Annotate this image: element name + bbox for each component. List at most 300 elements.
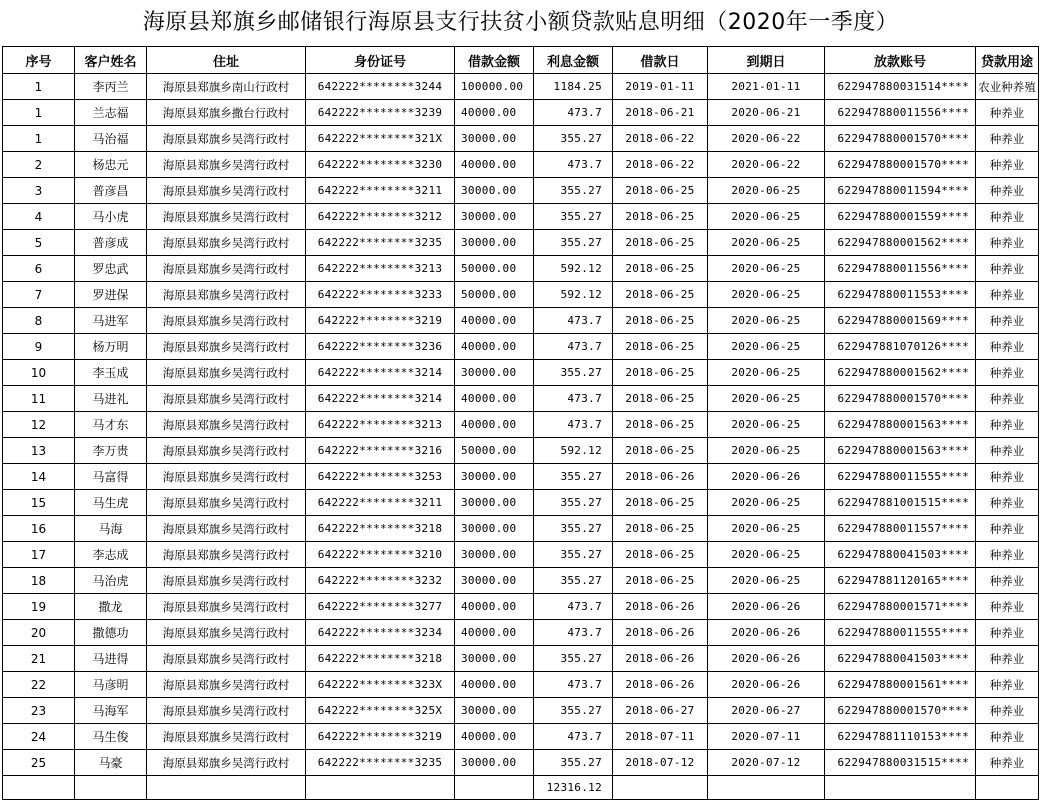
cell-address: 海原县郑旗乡吴湾行政村	[147, 386, 306, 412]
cell-loan-amount: 40000.00	[455, 386, 534, 412]
table-row	[3, 256, 1039, 282]
cell-loan-amount: 30000.00	[455, 178, 534, 204]
cell-customer-name: 马海军	[75, 698, 147, 724]
cell-purpose: 农业种养殖	[976, 74, 1039, 100]
cell-address: 海原县郑旗乡南山行政村	[147, 74, 306, 100]
cell-purpose: 种养业	[976, 360, 1039, 386]
cell-id-number: 642222********3236	[306, 334, 455, 360]
cell-loan-amount: 30000.00	[455, 698, 534, 724]
cell-loan-amount: 30000.00	[455, 230, 534, 256]
cell-purpose: 种养业	[976, 412, 1039, 438]
table-row	[3, 74, 1039, 100]
cell-id-number: 642222********323X	[306, 672, 455, 698]
cell-loan-amount: 40000.00	[455, 672, 534, 698]
cell-loan-amount: 50000.00	[455, 438, 534, 464]
cell-address: 海原县郑旗乡吴湾行政村	[147, 360, 306, 386]
cell-account-number: 622947880011555****	[825, 620, 976, 646]
total-cell-empty	[306, 776, 455, 800]
cell-address: 海原县郑旗乡吴湾行政村	[147, 178, 306, 204]
cell-due-date: 2020-06-25	[708, 204, 825, 230]
header-purpose: 贷款用途	[976, 47, 1039, 74]
cell-loan-amount: 30000.00	[455, 542, 534, 568]
cell-account-number: 622947880011553****	[825, 282, 976, 308]
table-row	[3, 386, 1039, 412]
cell-address: 海原县郑旗乡吴湾行政村	[147, 724, 306, 750]
cell-due-date: 2020-07-12	[708, 750, 825, 776]
cell-loan-date: 2018-06-25	[613, 386, 708, 412]
cell-seq: 12	[3, 412, 75, 438]
cell-address: 海原县郑旗乡吴湾行政村	[147, 334, 306, 360]
table-row	[3, 204, 1039, 230]
cell-loan-amount: 100000.00	[455, 74, 534, 100]
cell-id-number: 642222********325X	[306, 698, 455, 724]
cell-due-date: 2020-06-25	[708, 178, 825, 204]
cell-seq: 1	[3, 100, 75, 126]
cell-seq: 2	[3, 152, 75, 178]
cell-seq: 19	[3, 594, 75, 620]
cell-id-number: 642222********3219	[306, 308, 455, 334]
cell-seq: 4	[3, 204, 75, 230]
cell-account-number: 622947880001562****	[825, 360, 976, 386]
cell-address: 海原县郑旗乡吴湾行政村	[147, 438, 306, 464]
cell-address: 海原县郑旗乡吴湾行政村	[147, 620, 306, 646]
cell-purpose: 种养业	[976, 724, 1039, 750]
cell-seq: 11	[3, 386, 75, 412]
cell-seq: 15	[3, 490, 75, 516]
cell-loan-date: 2018-06-27	[613, 698, 708, 724]
cell-loan-date: 2018-06-25	[613, 256, 708, 282]
cell-customer-name: 马生虎	[75, 490, 147, 516]
cell-interest-amount: 355.27	[534, 230, 613, 256]
cell-account-number: 622947880011557****	[825, 516, 976, 542]
cell-purpose: 种养业	[976, 100, 1039, 126]
cell-loan-date: 2018-06-25	[613, 334, 708, 360]
table-row	[3, 282, 1039, 308]
cell-due-date: 2020-06-26	[708, 620, 825, 646]
cell-loan-amount: 40000.00	[455, 100, 534, 126]
cell-interest-amount: 355.27	[534, 204, 613, 230]
cell-seq: 18	[3, 568, 75, 594]
cell-address: 海原县郑旗乡吴湾行政村	[147, 152, 306, 178]
cell-seq: 17	[3, 542, 75, 568]
table-row	[3, 698, 1039, 724]
cell-interest-amount: 473.7	[534, 386, 613, 412]
cell-loan-amount: 40000.00	[455, 594, 534, 620]
cell-purpose: 种养业	[976, 490, 1039, 516]
cell-interest-amount: 473.7	[534, 724, 613, 750]
cell-loan-date: 2018-06-26	[613, 594, 708, 620]
cell-interest-amount: 355.27	[534, 646, 613, 672]
cell-loan-amount: 30000.00	[455, 126, 534, 152]
cell-interest-amount: 355.27	[534, 516, 613, 542]
cell-account-number: 622947881110153****	[825, 724, 976, 750]
cell-interest-amount: 355.27	[534, 568, 613, 594]
cell-due-date: 2020-06-25	[708, 438, 825, 464]
cell-interest-amount: 473.7	[534, 594, 613, 620]
cell-interest-amount: 355.27	[534, 542, 613, 568]
cell-customer-name: 李玉成	[75, 360, 147, 386]
cell-id-number: 642222********3214	[306, 386, 455, 412]
cell-seq: 1	[3, 74, 75, 100]
cell-customer-name: 马豪	[75, 750, 147, 776]
cell-purpose: 种养业	[976, 750, 1039, 776]
cell-address: 海原县郑旗乡吴湾行政村	[147, 204, 306, 230]
header-row	[3, 47, 1039, 74]
cell-account-number: 622947880001562****	[825, 230, 976, 256]
cell-account-number: 622947881070126****	[825, 334, 976, 360]
cell-loan-amount: 50000.00	[455, 256, 534, 282]
cell-loan-date: 2018-06-25	[613, 308, 708, 334]
cell-purpose: 种养业	[976, 542, 1039, 568]
page-title: 海原县郑旗乡邮储银行海原县支行扶贫小额贷款贴息明细（2020年一季度）	[142, 10, 899, 35]
cell-loan-date: 2018-06-25	[613, 516, 708, 542]
cell-address: 海原县郑旗乡吴湾行政村	[147, 464, 306, 490]
cell-due-date: 2020-06-25	[708, 412, 825, 438]
table-row	[3, 646, 1039, 672]
cell-loan-date: 2018-06-25	[613, 360, 708, 386]
cell-address: 海原县郑旗乡吴湾行政村	[147, 308, 306, 334]
cell-id-number: 642222********3211	[306, 178, 455, 204]
cell-customer-name: 杨万明	[75, 334, 147, 360]
cell-loan-amount: 40000.00	[455, 620, 534, 646]
cell-customer-name: 李万贵	[75, 438, 147, 464]
table-row	[3, 594, 1039, 620]
table-row	[3, 724, 1039, 750]
cell-address: 海原县郑旗乡吴湾行政村	[147, 698, 306, 724]
cell-seq: 16	[3, 516, 75, 542]
cell-id-number: 642222********3239	[306, 100, 455, 126]
total-cell-empty	[455, 776, 534, 800]
cell-interest-amount: 355.27	[534, 126, 613, 152]
cell-interest-amount: 473.7	[534, 620, 613, 646]
cell-seq: 8	[3, 308, 75, 334]
cell-loan-amount: 30000.00	[455, 750, 534, 776]
cell-address: 海原县郑旗乡吴湾行政村	[147, 750, 306, 776]
cell-id-number: 642222********3232	[306, 568, 455, 594]
cell-account-number: 622947880011594****	[825, 178, 976, 204]
cell-address: 海原县郑旗乡吴湾行政村	[147, 126, 306, 152]
cell-customer-name: 马富得	[75, 464, 147, 490]
cell-customer-name: 李丙兰	[75, 74, 147, 100]
table-row	[3, 152, 1039, 178]
cell-address: 海原县郑旗乡吴湾行政村	[147, 490, 306, 516]
cell-due-date: 2020-06-26	[708, 646, 825, 672]
loan-interest-table	[2, 46, 1039, 800]
cell-seq: 1	[3, 126, 75, 152]
cell-loan-date: 2018-06-25	[613, 282, 708, 308]
cell-due-date: 2020-06-25	[708, 360, 825, 386]
cell-due-date: 2020-06-27	[708, 698, 825, 724]
total-interest: 12316.12	[534, 776, 613, 800]
cell-purpose: 种养业	[976, 230, 1039, 256]
total-cell-empty	[708, 776, 825, 800]
cell-id-number: 642222********3218	[306, 516, 455, 542]
cell-customer-name: 马进军	[75, 308, 147, 334]
cell-id-number: 642222********321X	[306, 126, 455, 152]
cell-seq: 24	[3, 724, 75, 750]
total-cell-empty	[613, 776, 708, 800]
cell-customer-name: 兰志福	[75, 100, 147, 126]
total-cell-empty	[75, 776, 147, 800]
cell-loan-date: 2018-06-26	[613, 646, 708, 672]
table-body	[3, 74, 1039, 776]
cell-loan-amount: 30000.00	[455, 360, 534, 386]
cell-loan-date: 2018-06-25	[613, 230, 708, 256]
cell-seq: 5	[3, 230, 75, 256]
cell-customer-name: 普彦昌	[75, 178, 147, 204]
cell-purpose: 种养业	[976, 438, 1039, 464]
cell-account-number: 622947880001569****	[825, 308, 976, 334]
cell-customer-name: 马彦明	[75, 672, 147, 698]
cell-purpose: 种养业	[976, 646, 1039, 672]
cell-loan-date: 2018-06-26	[613, 672, 708, 698]
cell-due-date: 2020-06-25	[708, 568, 825, 594]
cell-id-number: 642222********3212	[306, 204, 455, 230]
cell-loan-date: 2018-06-25	[613, 204, 708, 230]
header-address: 住址	[147, 47, 306, 74]
cell-interest-amount: 592.12	[534, 438, 613, 464]
cell-account-number: 622947880031515****	[825, 750, 976, 776]
total-cell-empty	[976, 776, 1039, 800]
cell-customer-name: 马进礼	[75, 386, 147, 412]
cell-interest-amount: 473.7	[534, 334, 613, 360]
cell-loan-amount: 30000.00	[455, 464, 534, 490]
cell-due-date: 2020-06-25	[708, 386, 825, 412]
cell-loan-amount: 30000.00	[455, 204, 534, 230]
total-cell-empty	[825, 776, 976, 800]
cell-due-date: 2020-06-22	[708, 152, 825, 178]
cell-due-date: 2020-06-21	[708, 100, 825, 126]
cell-loan-amount: 30000.00	[455, 516, 534, 542]
cell-purpose: 种养业	[976, 464, 1039, 490]
cell-address: 海原县郑旗乡吴湾行政村	[147, 594, 306, 620]
cell-account-number: 622947880001571****	[825, 594, 976, 620]
table-row	[3, 568, 1039, 594]
cell-customer-name: 普彦成	[75, 230, 147, 256]
cell-customer-name: 罗忠武	[75, 256, 147, 282]
cell-address: 海原县郑旗乡撒台行政村	[147, 100, 306, 126]
cell-loan-date: 2018-06-21	[613, 100, 708, 126]
cell-purpose: 种养业	[976, 204, 1039, 230]
table-row	[3, 230, 1039, 256]
cell-id-number: 642222********3218	[306, 646, 455, 672]
total-cell-empty	[3, 776, 75, 800]
cell-account-number: 622947880001570****	[825, 698, 976, 724]
header-loan-date: 借款日	[613, 47, 708, 74]
cell-interest-amount: 473.7	[534, 100, 613, 126]
cell-interest-amount: 355.27	[534, 490, 613, 516]
cell-address: 海原县郑旗乡吴湾行政村	[147, 568, 306, 594]
cell-interest-amount: 355.27	[534, 698, 613, 724]
cell-account-number: 622947880001559****	[825, 204, 976, 230]
cell-loan-date: 2018-06-25	[613, 568, 708, 594]
header-account: 放款账号	[825, 47, 976, 74]
cell-interest-amount: 473.7	[534, 152, 613, 178]
cell-loan-date: 2018-07-11	[613, 724, 708, 750]
cell-purpose: 种养业	[976, 698, 1039, 724]
cell-account-number: 622947880001563****	[825, 438, 976, 464]
cell-purpose: 种养业	[976, 516, 1039, 542]
cell-address: 海原县郑旗乡吴湾行政村	[147, 282, 306, 308]
cell-interest-amount: 355.27	[534, 360, 613, 386]
header-interest-amount: 利息金额	[534, 47, 613, 74]
cell-interest-amount: 355.27	[534, 750, 613, 776]
cell-id-number: 642222********3216	[306, 438, 455, 464]
cell-customer-name: 马生俊	[75, 724, 147, 750]
table-row	[3, 542, 1039, 568]
cell-purpose: 种养业	[976, 672, 1039, 698]
cell-due-date: 2020-06-25	[708, 230, 825, 256]
cell-account-number: 622947880041503****	[825, 646, 976, 672]
cell-interest-amount: 473.7	[534, 412, 613, 438]
cell-purpose: 种养业	[976, 308, 1039, 334]
table-row	[3, 464, 1039, 490]
cell-seq: 6	[3, 256, 75, 282]
cell-purpose: 种养业	[976, 282, 1039, 308]
table-row	[3, 178, 1039, 204]
cell-seq: 9	[3, 334, 75, 360]
cell-purpose: 种养业	[976, 152, 1039, 178]
table-row	[3, 360, 1039, 386]
cell-customer-name: 马小虎	[75, 204, 147, 230]
cell-customer-name: 罗进保	[75, 282, 147, 308]
cell-purpose: 种养业	[976, 334, 1039, 360]
cell-due-date: 2020-07-11	[708, 724, 825, 750]
cell-id-number: 642222********3210	[306, 542, 455, 568]
cell-interest-amount: 592.12	[534, 256, 613, 282]
cell-address: 海原县郑旗乡吴湾行政村	[147, 230, 306, 256]
cell-address: 海原县郑旗乡吴湾行政村	[147, 672, 306, 698]
cell-purpose: 种养业	[976, 620, 1039, 646]
cell-loan-amount: 30000.00	[455, 568, 534, 594]
table-row	[3, 126, 1039, 152]
cell-address: 海原县郑旗乡吴湾行政村	[147, 412, 306, 438]
cell-interest-amount: 355.27	[534, 464, 613, 490]
cell-loan-date: 2018-06-26	[613, 620, 708, 646]
cell-due-date: 2020-06-26	[708, 464, 825, 490]
cell-id-number: 642222********3211	[306, 490, 455, 516]
cell-seq: 21	[3, 646, 75, 672]
cell-loan-date: 2018-06-22	[613, 126, 708, 152]
cell-due-date: 2020-06-25	[708, 334, 825, 360]
cell-seq: 3	[3, 178, 75, 204]
cell-account-number: 622947880001570****	[825, 126, 976, 152]
cell-loan-date: 2018-07-12	[613, 750, 708, 776]
cell-loan-date: 2018-06-25	[613, 178, 708, 204]
table-row	[3, 308, 1039, 334]
cell-loan-date: 2018-06-22	[613, 152, 708, 178]
cell-purpose: 种养业	[976, 386, 1039, 412]
cell-id-number: 642222********3213	[306, 256, 455, 282]
cell-id-number: 642222********3219	[306, 724, 455, 750]
cell-customer-name: 马进得	[75, 646, 147, 672]
total-row	[3, 776, 1039, 800]
cell-account-number: 622947880001570****	[825, 386, 976, 412]
cell-due-date: 2020-06-25	[708, 542, 825, 568]
cell-loan-amount: 40000.00	[455, 334, 534, 360]
cell-interest-amount: 355.27	[534, 178, 613, 204]
cell-seq: 13	[3, 438, 75, 464]
header-seq: 序号	[3, 47, 75, 74]
cell-account-number: 622947880001563****	[825, 412, 976, 438]
cell-account-number: 622947881001515****	[825, 490, 976, 516]
cell-interest-amount: 592.12	[534, 282, 613, 308]
cell-loan-amount: 40000.00	[455, 152, 534, 178]
cell-seq: 23	[3, 698, 75, 724]
cell-id-number: 642222********3235	[306, 230, 455, 256]
cell-loan-amount: 50000.00	[455, 282, 534, 308]
cell-id-number: 642222********3230	[306, 152, 455, 178]
cell-due-date: 2020-06-22	[708, 126, 825, 152]
cell-purpose: 种养业	[976, 178, 1039, 204]
cell-purpose: 种养业	[976, 126, 1039, 152]
cell-loan-amount: 30000.00	[455, 490, 534, 516]
table-row	[3, 334, 1039, 360]
table-row	[3, 100, 1039, 126]
table-row	[3, 672, 1039, 698]
cell-seq: 10	[3, 360, 75, 386]
cell-customer-name: 杨忠元	[75, 152, 147, 178]
cell-due-date: 2020-06-25	[708, 490, 825, 516]
cell-customer-name: 马治福	[75, 126, 147, 152]
cell-loan-amount: 40000.00	[455, 308, 534, 334]
cell-id-number: 642222********3213	[306, 412, 455, 438]
cell-customer-name: 马治虎	[75, 568, 147, 594]
cell-seq: 14	[3, 464, 75, 490]
cell-due-date: 2020-06-26	[708, 594, 825, 620]
cell-loan-date: 2018-06-25	[613, 412, 708, 438]
table-row	[3, 750, 1039, 776]
cell-address: 海原县郑旗乡吴湾行政村	[147, 646, 306, 672]
table-row	[3, 516, 1039, 542]
cell-address: 海原县郑旗乡吴湾行政村	[147, 256, 306, 282]
cell-seq: 20	[3, 620, 75, 646]
cell-id-number: 642222********3277	[306, 594, 455, 620]
cell-loan-date: 2018-06-26	[613, 464, 708, 490]
cell-purpose: 种养业	[976, 594, 1039, 620]
cell-account-number: 622947880041503****	[825, 542, 976, 568]
header-id-number: 身份证号	[306, 47, 455, 74]
cell-due-date: 2020-06-25	[708, 256, 825, 282]
cell-customer-name: 撒龙	[75, 594, 147, 620]
cell-seq: 7	[3, 282, 75, 308]
cell-due-date: 2020-06-25	[708, 516, 825, 542]
cell-id-number: 642222********3214	[306, 360, 455, 386]
total-cell-empty	[147, 776, 306, 800]
cell-customer-name: 李志成	[75, 542, 147, 568]
cell-loan-date: 2019-01-11	[613, 74, 708, 100]
cell-seq: 25	[3, 750, 75, 776]
cell-loan-amount: 30000.00	[455, 646, 534, 672]
cell-account-number: 622947880011556****	[825, 100, 976, 126]
cell-id-number: 642222********3235	[306, 750, 455, 776]
header-name: 客户姓名	[75, 47, 147, 74]
table-row	[3, 438, 1039, 464]
cell-customer-name: 马才东	[75, 412, 147, 438]
cell-address: 海原县郑旗乡吴湾行政村	[147, 516, 306, 542]
table-row	[3, 490, 1039, 516]
cell-id-number: 642222********3253	[306, 464, 455, 490]
header-due-date: 到期日	[708, 47, 825, 74]
cell-loan-amount: 40000.00	[455, 412, 534, 438]
cell-address: 海原县郑旗乡吴湾行政村	[147, 542, 306, 568]
cell-due-date: 2020-06-25	[708, 282, 825, 308]
cell-customer-name: 撒德功	[75, 620, 147, 646]
cell-due-date: 2020-06-25	[708, 308, 825, 334]
cell-interest-amount: 1184.25	[534, 74, 613, 100]
cell-id-number: 642222********3244	[306, 74, 455, 100]
cell-account-number: 622947880011555****	[825, 464, 976, 490]
